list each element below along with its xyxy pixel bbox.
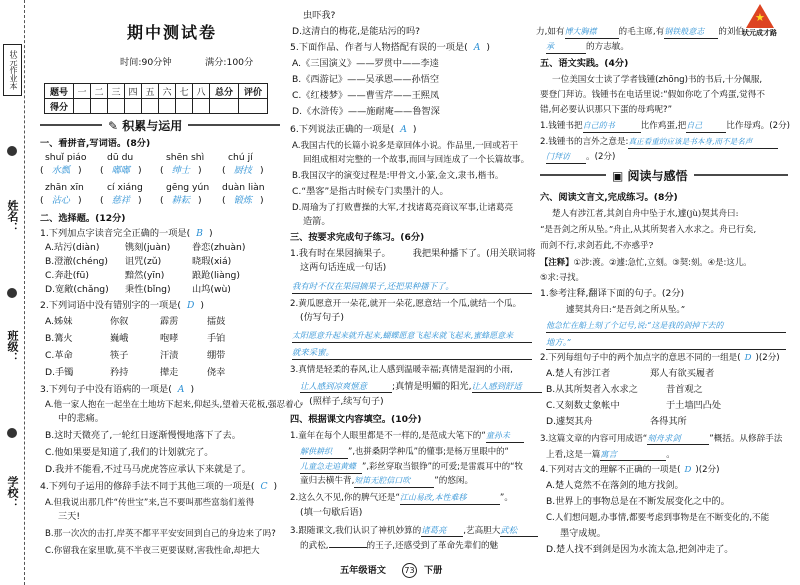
option: A.我国古代的长篇小说多是章回体小说。作品里,一回或若干 (292, 141, 519, 151)
question: 遽契其舟曰:“是吾剑之所从坠。” (566, 305, 686, 315)
answer: 让人感到舒适 (472, 380, 542, 393)
pinyin: chú jí (228, 152, 253, 163)
answer: 儿童急走追黄蝶 (300, 461, 362, 474)
answer: 承 (546, 41, 586, 54)
score-cell[interactable] (74, 99, 91, 114)
option: C.“墨客”是指古时候专门卖墨汁的人。 (292, 186, 449, 197)
classical-text: 楚人有涉江者,其剑自舟中坠于水,遽(jù)契其舟曰: (552, 209, 739, 219)
section-heading: 五、语文实践。(4分) (540, 58, 629, 69)
score-header: 五 (142, 84, 159, 99)
score-cell[interactable] (239, 99, 268, 114)
answer: 耕耘 (171, 195, 190, 206)
answer: 锻炼 (233, 195, 252, 206)
option: C.人们想问题,办事情,都要考虑到事物是在不断变化的,不能 (546, 513, 770, 523)
option: D.手镯 (45, 367, 74, 378)
score-cell[interactable] (159, 99, 176, 114)
score-cell[interactable] (142, 99, 159, 114)
answer: 嘟嘟 (111, 165, 130, 176)
section-banner-accum (40, 116, 280, 134)
classical-text: 而剑不行,求剑若此,不亦惑乎? (540, 241, 654, 251)
binding-cut-line (24, 0, 25, 585)
answer: 慈祥 (111, 195, 130, 206)
answer: 诸葛亮 (421, 524, 463, 537)
question: 我把果种播下了。(用关联词将 (412, 248, 536, 259)
answer: 就来采蜜。 (292, 347, 334, 357)
pinyin: dū du (107, 152, 134, 163)
brand-logo (742, 4, 798, 40)
book-icon: ▣ (612, 169, 624, 183)
section-heading: 四、根据课文内容填空。(10分) (290, 414, 422, 425)
option: D.周瑜为了打败曹操的大军,才找诸葛亮商议军事,让诸葛亮 (292, 203, 514, 213)
pinyin: shēn shì (166, 152, 205, 163)
hole-mark (7, 288, 17, 298)
option: 晓瑕(xiá) (192, 256, 232, 267)
score-header: 六 (159, 84, 176, 99)
question: (填一句歇后语) (300, 507, 363, 518)
name-label: 姓名： (6, 200, 19, 233)
question: 2.下列词语中没有错别字的一项是( (40, 300, 181, 311)
question: 2.黄瓜愿意开一朵花,就开一朵花,愿意结一个瓜,就结一个瓜。 (290, 299, 522, 309)
option: 秉性(bǐng) (125, 284, 171, 295)
option: 郑人有欲买履者 (650, 368, 715, 379)
option: A.楚人有涉江者 (546, 368, 611, 379)
answer: 童孙未 (486, 430, 524, 443)
exam-title: 期中测试卷 (127, 23, 218, 42)
option: 诅咒(zǔ) (125, 256, 162, 267)
option: 眷恋(zhuàn) (192, 242, 246, 253)
option: 三天! (58, 511, 81, 522)
question: 3.真情是轻柔的春风,让人感到温暖幸福;真情是湿润的小雨, (290, 365, 513, 375)
option: 矜持 (110, 367, 129, 378)
score-cell[interactable] (91, 99, 108, 114)
pencil-icon: ✎ (108, 119, 119, 133)
answer: D (684, 465, 692, 475)
question: 3.下列句子中没有语病的一项是( (40, 384, 172, 395)
section-title: ▣ 阅读与感悟 (606, 166, 694, 185)
question: 4.下列对古文的理解不正确的一项是( (540, 465, 681, 475)
score-header: 总分 (210, 84, 239, 99)
option: 镌刻(juàn) (125, 242, 171, 253)
option: 擂鼓 (207, 316, 226, 327)
option: A.《三国演义》——罗贯中——李逵 (292, 58, 439, 69)
answer: A (177, 384, 185, 395)
option: B.世界上的事物总是在不断发展变化之中的。 (546, 496, 730, 507)
answer: 让人感到凉爽惬意 (300, 380, 392, 393)
answer: 寓言 (600, 448, 666, 461)
score-cell[interactable] (125, 99, 142, 114)
option: B.我国汉字的演变过程是:甲骨文,小篆,金文,隶书,楷书。 (292, 171, 504, 181)
option: D.我并不能看,不过马马虎虎答应承认下来就是了。 (45, 464, 251, 475)
option: C.他如果要是知道了,我们的计划就完了。 (45, 447, 214, 458)
score-header: 八 (193, 84, 210, 99)
section-banner-reading (540, 166, 788, 184)
option: C.奔赴(fū) (45, 270, 89, 281)
option: B.从其所契者入水求之 (546, 384, 638, 395)
pinyin: gēng yún (166, 182, 210, 193)
classical-text: “是吾剑之所从坠。”舟止,从其所契者入水求之。舟已行矣, (540, 225, 757, 235)
option: B.《西游记》——吴承恩——孙悟空 (292, 74, 440, 85)
option: 侥幸 (207, 367, 226, 378)
pinyin: zhān xīn (45, 182, 84, 193)
option: B.澄澈(chéng) (45, 256, 108, 267)
answer: B (196, 228, 203, 239)
answer: 真正看重的应该是书本身,而不是名声 (628, 136, 778, 149)
answer: 太阳愿意升起来就升起来,蝴蝶愿意飞起来就飞起来,蜜蜂愿意来 (292, 331, 514, 340)
question: 2.下列每组句子中的两个加点字的意思不同的一组是( (540, 353, 741, 363)
school-label: 学校： (6, 476, 19, 509)
option: B.篝火 (45, 333, 73, 344)
answer: A (473, 42, 481, 53)
answer: D (744, 353, 752, 363)
footer-vol: 下册 (424, 565, 443, 576)
pinyin: shuǐ piáo (45, 152, 87, 163)
option: 汗渍 (160, 350, 179, 361)
exam-full-score: 满分:100分 (205, 57, 254, 68)
option: 撵走 (160, 367, 179, 378)
answer: D (186, 300, 195, 311)
question: 1.参考注释,翻译下面的句子。(2分) (540, 288, 685, 299)
pinyin: duàn liàn (222, 182, 265, 193)
option: C.《红楼梦》——曹雪芹——王熙凤 (292, 90, 440, 101)
option: A.姊妹 (45, 316, 73, 327)
answer: C (260, 481, 268, 492)
q2-title: 二、选择题。(12分) (40, 213, 126, 224)
class-label: 班级： (6, 330, 19, 363)
question: 1.我有时在果园摘果子。 (290, 248, 391, 259)
score-header: 评价 (239, 84, 268, 99)
hole-mark (7, 428, 17, 438)
answer: 江山易改,本性难移 (400, 492, 500, 505)
exam-time: 时间:90分钟 (120, 57, 172, 68)
option: 霹雳 (160, 316, 179, 327)
option: 踉跄(liàng) (192, 270, 240, 281)
section-heading: 六、阅读文言文,完成练习。(8分) (540, 192, 678, 203)
score-header: 三 (108, 84, 125, 99)
option: 咆哮 (160, 333, 179, 344)
option: A.但我说出那几件“传世宝”来,岂不要叫那些富翁们羞得 (45, 498, 255, 508)
logo-star-icon: ★ (755, 11, 765, 24)
option: A.他一家人抱在一起坐在土地坊下起来,仰起头,望着天花板,强忍着心 (45, 400, 303, 410)
option: 墨守成规。 (560, 528, 606, 539)
section-title: ✎ 积累与运用 (102, 116, 188, 135)
option: 回组成相对完整的一个故事,而回与回连成了一个长篇故事。 (303, 155, 530, 165)
option: D.《水浒传》——施耐庵——鲁智深 (292, 106, 440, 117)
score-header: 七 (176, 84, 193, 99)
binding-strip (0, 0, 30, 585)
passage-line: 一位美国女士读了学者钱锺(zhōng)书的书后,十分佩服, (552, 75, 763, 85)
page-number: 73 (402, 563, 417, 578)
question: 。(照样子,续写句子) (300, 396, 384, 407)
answer: 他急忙在船上刻了个记号,说:“这是我的剑掉下去的 (546, 321, 724, 330)
option: 昔首观之 (666, 384, 703, 395)
notes: ①涉:渡。②遽:急忙,立刻。③契:刻。④是:这儿。 (573, 257, 752, 267)
option: 你叙 (110, 316, 129, 327)
question: 5.下面作品、作者与人物搭配有误的一项是( (290, 42, 468, 53)
option: C.革命 (45, 350, 73, 361)
passage-line: 错,何必要认识那只下蛋的母鸡呢?” (540, 105, 673, 115)
score-header: 四 (125, 84, 142, 99)
option: D.楚人找不到剑是因为水流太急,把剑冲走了。 (546, 544, 734, 555)
answer: 门拜访 (546, 151, 586, 164)
question: 1.下列加点字读音完全正确的一项是( (40, 228, 191, 239)
score-row-label: 得分 (45, 99, 74, 114)
option: 山坞(wù) (192, 284, 231, 295)
option: A.楚人竟然不在落剑的地方找剑。 (546, 480, 684, 491)
option: A.玷污(diàn) (45, 242, 100, 253)
section-heading: 三、按要求完成句子练习。(6分) (290, 232, 425, 243)
option: 黯然(yīn) (125, 270, 165, 281)
option: C.又刻数丈象帐中 (546, 400, 620, 411)
option: B.这时天微亮了,一轮红日逐渐慢慢地落下了去。 (45, 430, 241, 441)
answer: 沾心 (51, 195, 70, 206)
question: (仿写句子) (300, 312, 344, 323)
option: 手铂 (207, 333, 226, 344)
answer: 自己的书 (583, 120, 641, 133)
score-cell[interactable] (210, 99, 239, 114)
pinyin: cí xiáng (107, 182, 143, 193)
question: 4.下列句子运用的修辞手法不同于其他三项的一项是( (40, 481, 255, 492)
answer: 短笛无腔信口吹 (354, 475, 434, 488)
option: 中的悲痛。 (58, 413, 104, 424)
option: 各得其所 (650, 416, 687, 427)
option: C.你留我在家里歇,莫不半夜三更要谋财,害我性命,却把大 (45, 546, 260, 556)
answer: 自己 (686, 120, 726, 133)
text-line: D.这清白的梅花,是能玷污的吗? (292, 26, 421, 37)
option: 于土墙凹凸处 (666, 400, 722, 411)
score-header: 一 (74, 84, 91, 99)
score-cell[interactable] (108, 99, 125, 114)
score-header: 题号 (45, 84, 74, 99)
answer: A (400, 124, 407, 135)
option: D.宽敞(chǎng) (45, 284, 109, 295)
badge: 状元作业本 (3, 44, 22, 96)
score-header: 二 (91, 84, 108, 99)
score-cell[interactable] (193, 99, 210, 114)
footer-grade: 五年级语文 (340, 565, 386, 576)
option: D.遽契其舟 (546, 416, 593, 427)
answer: 刻舟求剑 (647, 432, 709, 445)
answer: 地方。” (546, 337, 572, 347)
option: 造箭。 (303, 216, 331, 227)
answer: 博大胸襟 (565, 26, 619, 39)
answer: 钢铁般意志 (664, 26, 718, 39)
question: 这两句话连成一句话) (300, 262, 387, 273)
logo-text: 状元成才路 (742, 29, 777, 37)
text-line: 虫吓我? (303, 10, 336, 21)
option: 绷带 (207, 350, 226, 361)
answer: 绅士 (171, 165, 190, 176)
question: 6.下列说法正确的一项是( (290, 124, 395, 135)
option: 巍峨 (110, 333, 129, 344)
answer: 我有时不仅在果园摘果子,还把果种播下了。 (292, 281, 454, 291)
option: 筷子 (110, 350, 129, 361)
notes: ⑤求:寻找。 (540, 272, 584, 282)
q1-title: 一、看拼音,写词语。(8分) (40, 138, 151, 149)
answer: 武松 (500, 524, 538, 537)
hole-mark (7, 146, 17, 156)
answer: 厨技 (233, 165, 252, 176)
score-cell[interactable] (176, 99, 193, 114)
answer: 解供耕织 (300, 446, 348, 459)
option: B.那一次次的击打,岸英不都平平安安回到自己的身边来了吗? (45, 529, 276, 539)
score-table (44, 83, 268, 114)
answer: 水瓢 (51, 165, 70, 176)
passage-line: 要登门拜访。钱锺书在电话里说:“假如你吃了个鸡蛋,觉得不 (540, 90, 765, 100)
